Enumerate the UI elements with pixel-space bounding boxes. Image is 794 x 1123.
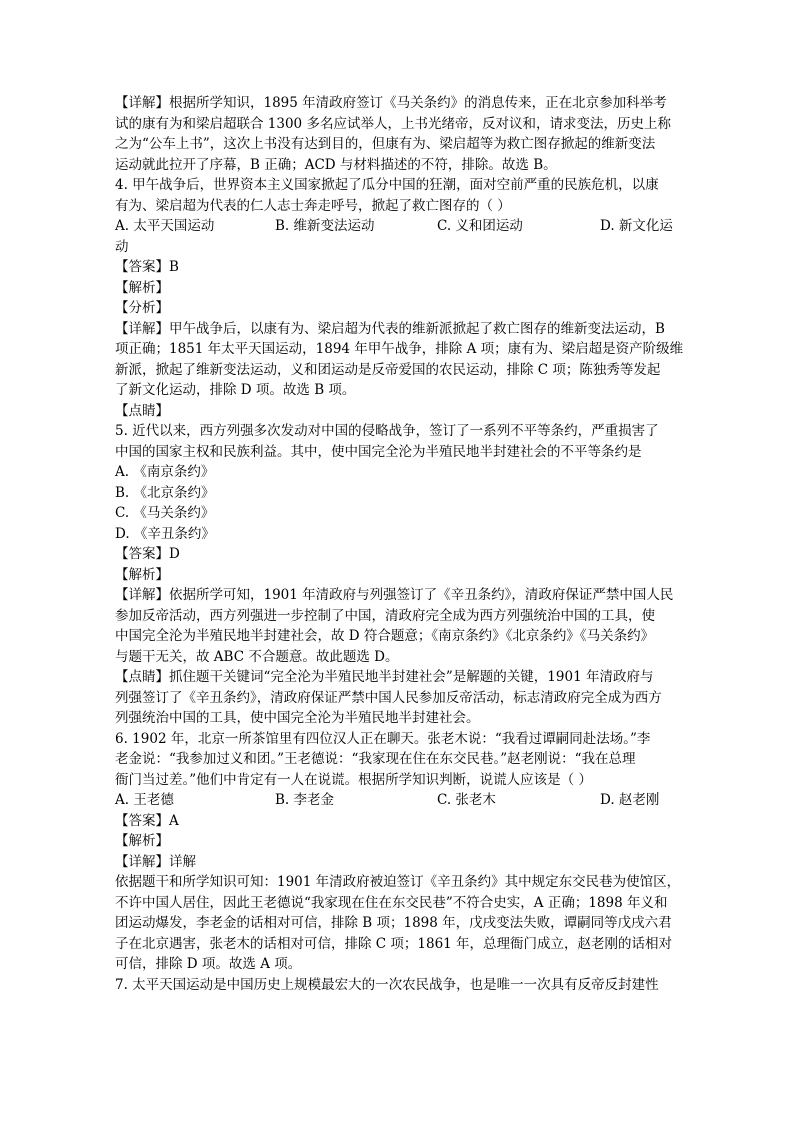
q5-detail-line: 参加反帝活动，西方列强进一步控制了中国，清政府完全成为西方列强统治中国的工具，使 [115, 607, 655, 624]
q4-detail-line: 项正确；1851 年太平天国运动，1894 年甲午战争，排除 A 项；康有为、梁启超是资产阶级维 [115, 341, 684, 357]
q6-detail-line: 子在北京遇害，张老木的话相对可信，排除 C 项；1861 年，总理衙门成立，赵老刚的话相对 [115, 935, 673, 952]
q6-options [115, 790, 710, 811]
q6-detail-line: 依据题干和所学知识可知：1901 年清政府被迫签订《辛丑条约》其中规定东交民巷为使馆区， [115, 874, 681, 890]
q5-option-c: C. 《马关条约》 [115, 505, 215, 521]
q6-option-a: A. 王老德 [115, 792, 174, 808]
q6-analysis-label: 【解析】 [115, 833, 169, 849]
q5-detail-line: 中国完全沦为半殖民地半封建社会，故 D 符合题意；《南京条约》《北京条约》《马关条约》 [115, 628, 655, 644]
q4-options [115, 216, 710, 237]
q4-detail-line: 新派，掀起了维新变法运动，义和团运动是反帝爱国的农民运动，排除 C 项；陈独秀等发起 [115, 361, 661, 378]
q5-analysis-label: 【解析】 [115, 566, 169, 583]
q4-option-d-cont: 动 [115, 238, 129, 255]
q4-detail-line: 了新文化运动，排除 D 项。故选 B 项。 [115, 382, 356, 398]
q6-option-d: D. 赵老刚 [600, 792, 660, 808]
q3-detail-line: 运动就此拉开了序幕，B 正确；ACD 与材料描述的不符，排除。故选 B。 [115, 156, 557, 173]
q5-comment-line: 列强签订了《辛丑条约》，清政府保证严禁中国人民参加反帝活动，标志清政府完全成为西方 [115, 689, 662, 706]
q4-option-d: D. 新文化运 [600, 218, 673, 234]
q6-answer: 【答案】A [115, 812, 179, 829]
q4-stem: 有为、梁启超为代表的仁人志士奔走呼号，掀起了救亡图存的（ ） [115, 197, 511, 214]
q6-detail-line: 团运动爆发，李老金的话相对可信，排除 B 项；1898 年，戊戌变法失败，谭嗣同等戊戌六君 [115, 915, 672, 931]
q6-detail-line: 可信，排除 D 项。故选 A 项。 [115, 956, 302, 972]
q5-comment-line: 列强统治中国的工具，使中国完全沦为半殖民地半封建社会。 [115, 710, 480, 726]
q6-detail-head: 【详解】详解 [115, 853, 196, 870]
q7-stem: 7. 太平天国运动是中国历史上规模最宏大的一次农民战争，也是唯一一次具有反帝反封建性 [115, 976, 659, 993]
q5-detail-line: 与题干无关，故 ABC 不合题意。故此题选 D。 [115, 648, 399, 665]
q4-option-c: C. 义和团运动 [437, 218, 523, 234]
q5-detail-line: 【详解】依据所学可知，1901 年清政府与列强签订了《辛丑条约》，清政府保证严禁中国人民 [115, 587, 674, 603]
q6-detail-line: 不许中国人居住，因此王老德说“我家现在住在东交民巷”不符合史实，A 正确；1898 年义和 [115, 894, 668, 911]
q3-detail-line: 之为“公车上书”，这次上书没有达到目的，但康有为、梁启超等为救亡图存掀起的维新变法 [115, 136, 656, 152]
q4-comment-label: 【点睛】 [115, 402, 169, 419]
q3-detail-line: 【详解】根据所学知识，1895 年清政府签订《马关条约》的消息传来，正在北京参加科举考 [115, 95, 667, 111]
q5-option-b: B. 《北京条约》 [115, 484, 215, 501]
q5-option-a: A. 《南京条约》 [115, 464, 215, 480]
document-page [115, 93, 710, 995]
q5-option-d: D. 《辛丑条约》 [115, 525, 215, 542]
q4-analysis-label: 【解析】 [115, 279, 169, 296]
q4-option-b: B. 维新变法运动 [275, 218, 375, 234]
q6-stem: 老金说：“我参加过义和团。”王老德说：“我家现在住在东交民巷。”赵老刚说：“我在总理 [115, 751, 636, 767]
q6-stem: 6. 1902 年，北京一所茶馆里有四位汉人正在聊天。张老木说：“我看过谭嗣同赴法场。”李 [115, 730, 651, 747]
q5-answer: 【答案】D [115, 546, 180, 562]
q4-fenxi-label: 【分析】 [115, 300, 169, 316]
q3-detail-line: 试的康有为和梁启超联合 1300 多名应试举人，上书光绪帝，反对议和，请求变法，历史上称 [115, 115, 671, 132]
q6-option-c: C. 张老木 [437, 792, 496, 808]
q4-answer: 【答案】B [115, 259, 179, 275]
q5-stem: 5. 近代以来，西方列强多次发动对中国的侵略战争，签订了一系列不平等条约，严重损害了 [115, 423, 659, 439]
q4-option-a: A. 太平天国运动 [115, 218, 215, 234]
q6-stem: 衙门当过差。”他们中肯定有一人在说谎。根据所学知识判断，说谎人应该是（ ） [115, 771, 592, 788]
q5-stem: 中国的国家主权和民族利益。其中，使中国完全沦为半殖民地半封建社会的不平等条约是 [115, 443, 642, 460]
q4-stem: 4. 甲午战争后，世界资本主义国家掀起了瓜分中国的狂潮，面对空前严重的民族危机，以康 [115, 177, 659, 193]
q6-option-b: B. 李老金 [275, 792, 335, 808]
q4-detail-line: 【详解】甲午战争后，以康有为、梁启超为代表的维新派掀起了救亡图存的维新变法运动，B [115, 320, 665, 337]
q5-comment-line: 【点睛】抓住题干关键词“完全沦为半殖民地半封建社会”是解题的关键，1901 年清政府与 [115, 669, 654, 685]
